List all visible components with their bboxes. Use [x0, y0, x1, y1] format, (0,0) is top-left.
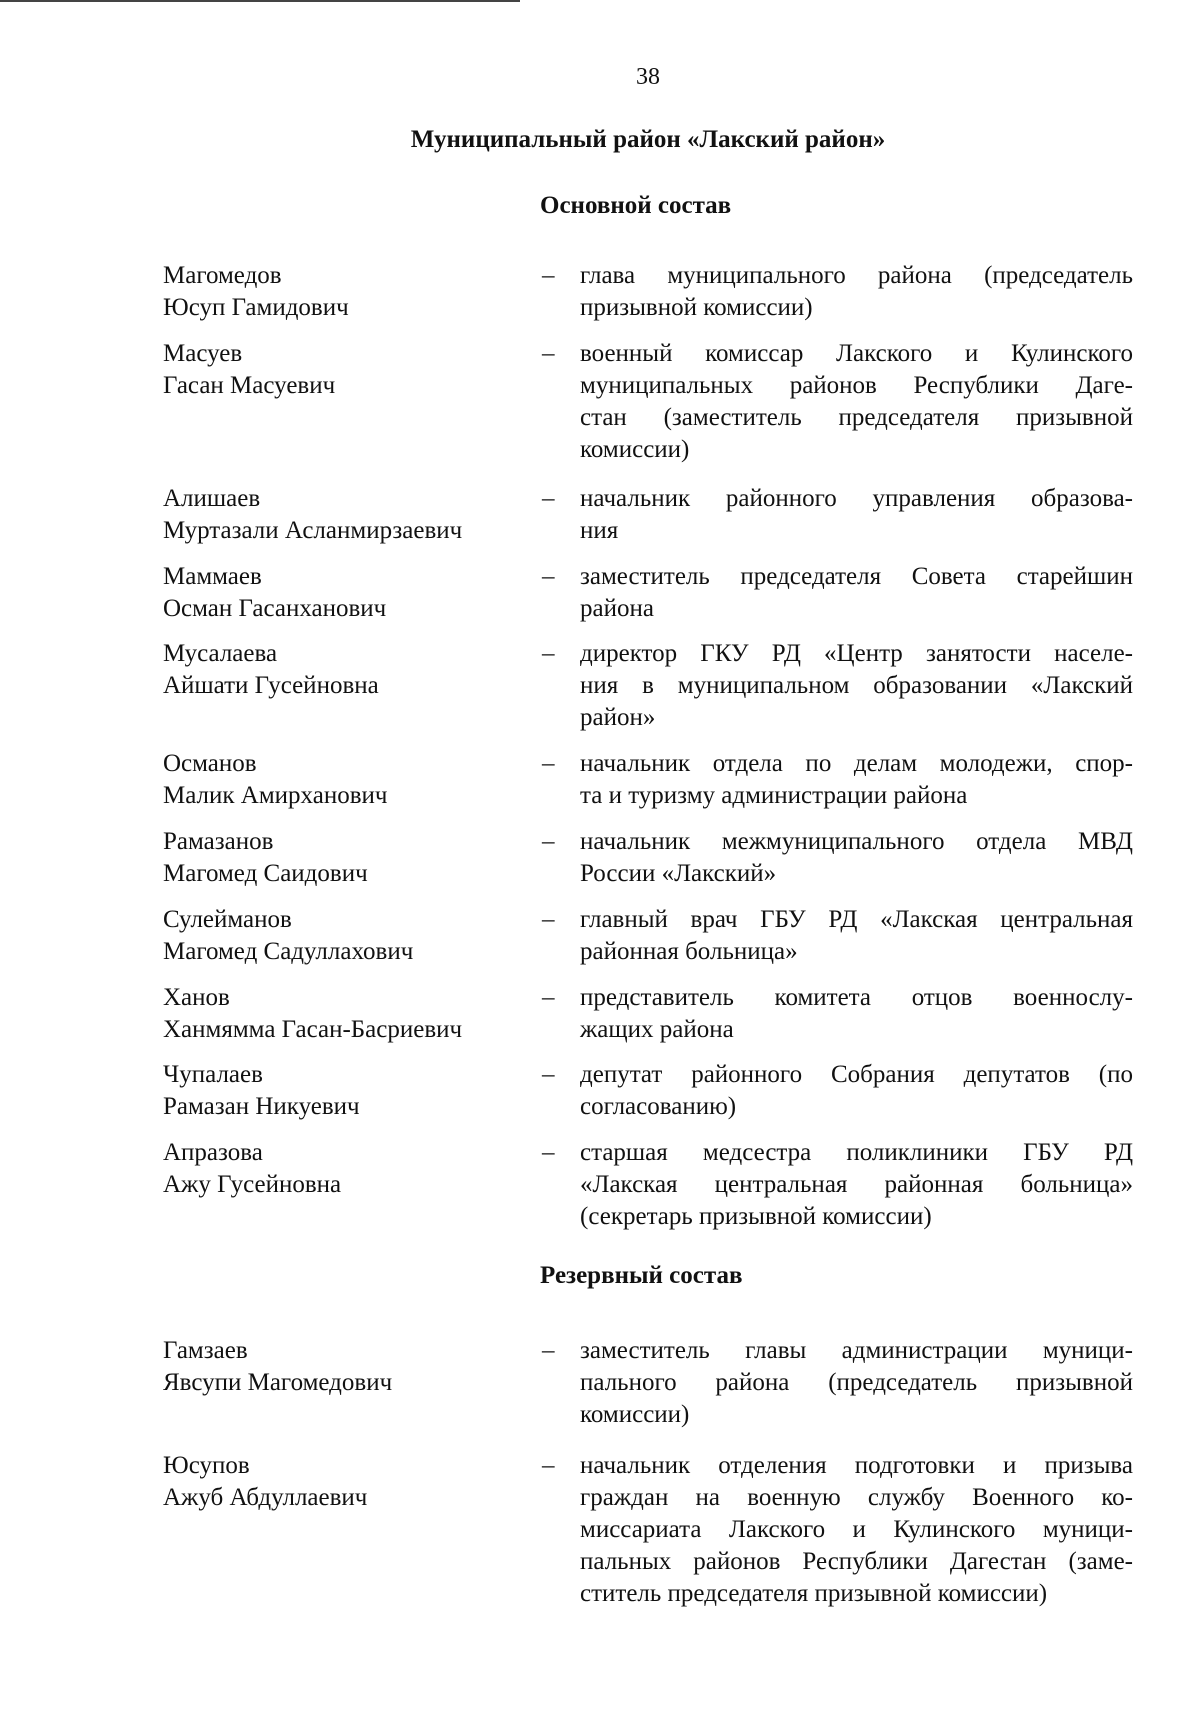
- member-given-names: Осман Гасанханович: [163, 595, 387, 622]
- page-title: Муниципальный район «Лакский район»: [410, 126, 886, 153]
- member-surname: Османов: [163, 750, 257, 777]
- member-surname: Сулейманов: [163, 906, 292, 933]
- member-role-line: начальник межмуниципального отдела МВД: [580, 828, 1133, 855]
- member-role: [580, 338, 1133, 466]
- member-name: [163, 338, 523, 402]
- member-role-line: жащих района: [580, 1016, 734, 1043]
- member-role: [580, 826, 1133, 890]
- member-name: [163, 561, 523, 625]
- member-role: [580, 1335, 1133, 1431]
- member-role: [580, 561, 1133, 625]
- member-given-names: Ханмямма Гасан-Басриевич: [163, 1016, 463, 1043]
- member-given-names: Гасан Масуевич: [163, 372, 336, 399]
- member-surname: Гамзаев: [163, 1337, 248, 1364]
- dash-separator: –: [542, 1061, 555, 1088]
- member-role-line: заместитель главы администрации муници-: [580, 1337, 1133, 1364]
- member-given-names: Муртазали Асланмирзаевич: [163, 517, 463, 544]
- member-role-line: глава муниципального района (председатель: [580, 262, 1133, 289]
- member-surname: Рамазанов: [163, 828, 274, 855]
- member-name: [163, 483, 523, 547]
- member-given-names: Юсуп Гамидович: [163, 294, 349, 321]
- dash-separator: –: [542, 640, 555, 667]
- member-role-line: начальник отделения подготовки и призыва: [580, 1452, 1133, 1479]
- member-role-line: «Лакская центральная районная больница»: [580, 1171, 1133, 1198]
- member-role-line: комиссии): [580, 1401, 690, 1428]
- member-surname: Ханов: [163, 984, 230, 1011]
- dash-separator: –: [542, 1337, 555, 1364]
- member-given-names: Магомед Саидович: [163, 860, 368, 887]
- member-role-line: старшая медсестра поликлиники ГБУ РД: [580, 1139, 1133, 1166]
- member-surname: Апразова: [163, 1139, 263, 1166]
- dash-separator: –: [542, 563, 555, 590]
- page-number: 38: [636, 64, 660, 90]
- member-given-names: Явсупи Магомедович: [163, 1369, 393, 1396]
- dash-separator: –: [542, 750, 555, 777]
- member-role-line: директор ГКУ РД «Центр занятости населе-: [580, 640, 1133, 667]
- member-role-line: района: [580, 595, 654, 622]
- member-role: [580, 982, 1133, 1046]
- member-role-line: та и туризму администрации района: [580, 782, 968, 809]
- member-name: [163, 904, 523, 968]
- member-role: [580, 1137, 1133, 1233]
- member-role: [580, 748, 1133, 812]
- member-role: [580, 1059, 1133, 1123]
- member-surname: Юсупов: [163, 1452, 250, 1479]
- member-role-line: комиссии): [580, 436, 690, 463]
- member-role-line: депутат районного Собрания депутатов (по: [580, 1061, 1133, 1088]
- member-role: [580, 483, 1133, 547]
- member-role-line: призывной комиссии): [580, 294, 813, 321]
- member-surname: Мусалаева: [163, 640, 278, 667]
- section-heading-reserve: Резервный состав: [540, 1262, 743, 1289]
- member-name: [163, 748, 523, 812]
- member-role-line: ния в муниципальном образовании «Лакский: [580, 672, 1133, 699]
- member-role-line: начальник отдела по делам молодежи, спор-: [580, 750, 1133, 777]
- member-given-names: Малик Амирханович: [163, 782, 388, 809]
- member-role-line: граждан на военную службу Военного ко-: [580, 1484, 1133, 1511]
- dash-separator: –: [542, 984, 555, 1011]
- dash-separator: –: [542, 262, 555, 289]
- member-role-line: районная больница»: [580, 938, 798, 965]
- member-role-line: стан (заместитель председателя призывной: [580, 404, 1133, 431]
- top-edge-rule: [0, 0, 520, 2]
- member-role-line: пальных районов Республики Дагестан (заме-: [580, 1548, 1133, 1575]
- member-given-names: Айшати Гусейновна: [163, 672, 379, 699]
- member-name: [163, 982, 523, 1046]
- member-role: [580, 638, 1133, 734]
- member-name: [163, 1059, 523, 1123]
- member-given-names: Рамазан Никуевич: [163, 1093, 360, 1120]
- member-role-line: начальник районного управления образова-: [580, 485, 1133, 512]
- dash-separator: –: [542, 1139, 555, 1166]
- member-role-line: муниципальных районов Республики Даге-: [580, 372, 1133, 399]
- section-heading-main: Основной состав: [540, 192, 732, 219]
- member-surname: Чупалаев: [163, 1061, 263, 1088]
- member-name: [163, 1335, 523, 1399]
- member-role-line: военный комиссар Лакского и Кулинского: [580, 340, 1133, 367]
- dash-separator: –: [542, 906, 555, 933]
- dash-separator: –: [542, 828, 555, 855]
- member-role-line: миссариата Лакского и Кулинского муници-: [580, 1516, 1133, 1543]
- member-role-line: пального района (председатель призывной: [580, 1369, 1133, 1396]
- member-role: [580, 904, 1133, 968]
- member-role-line: главный врач ГБУ РД «Лакская центральная: [580, 906, 1133, 933]
- member-surname: Алишаев: [163, 485, 261, 512]
- member-role-line: ститель председателя призывной комиссии): [580, 1580, 1048, 1607]
- member-surname: Маммаев: [163, 563, 262, 590]
- member-surname: Магомедов: [163, 262, 282, 289]
- member-role-line: район»: [580, 704, 656, 731]
- member-role: [580, 1450, 1133, 1610]
- member-name: [163, 826, 523, 890]
- member-name: [163, 638, 523, 702]
- member-given-names: Ажу Гусейновна: [163, 1171, 342, 1198]
- member-role-line: (секретарь призывной комиссии): [580, 1203, 932, 1230]
- member-role: [580, 260, 1133, 324]
- dash-separator: –: [542, 1452, 555, 1479]
- member-role-line: представитель комитета отцов военнослу-: [580, 984, 1133, 1011]
- member-surname: Масуев: [163, 340, 243, 367]
- member-role-line: заместитель председателя Совета старейшин: [580, 563, 1133, 590]
- member-role-line: согласованию): [580, 1093, 737, 1120]
- dash-separator: –: [542, 485, 555, 512]
- member-given-names: Магомед Садуллахович: [163, 938, 414, 965]
- member-role-line: ния: [580, 517, 619, 544]
- member-role-line: России «Лакский»: [580, 860, 777, 887]
- member-given-names: Ажуб Абдуллаевич: [163, 1484, 368, 1511]
- member-name: [163, 260, 523, 324]
- member-name: [163, 1137, 523, 1201]
- dash-separator: –: [542, 340, 555, 367]
- member-name: [163, 1450, 523, 1514]
